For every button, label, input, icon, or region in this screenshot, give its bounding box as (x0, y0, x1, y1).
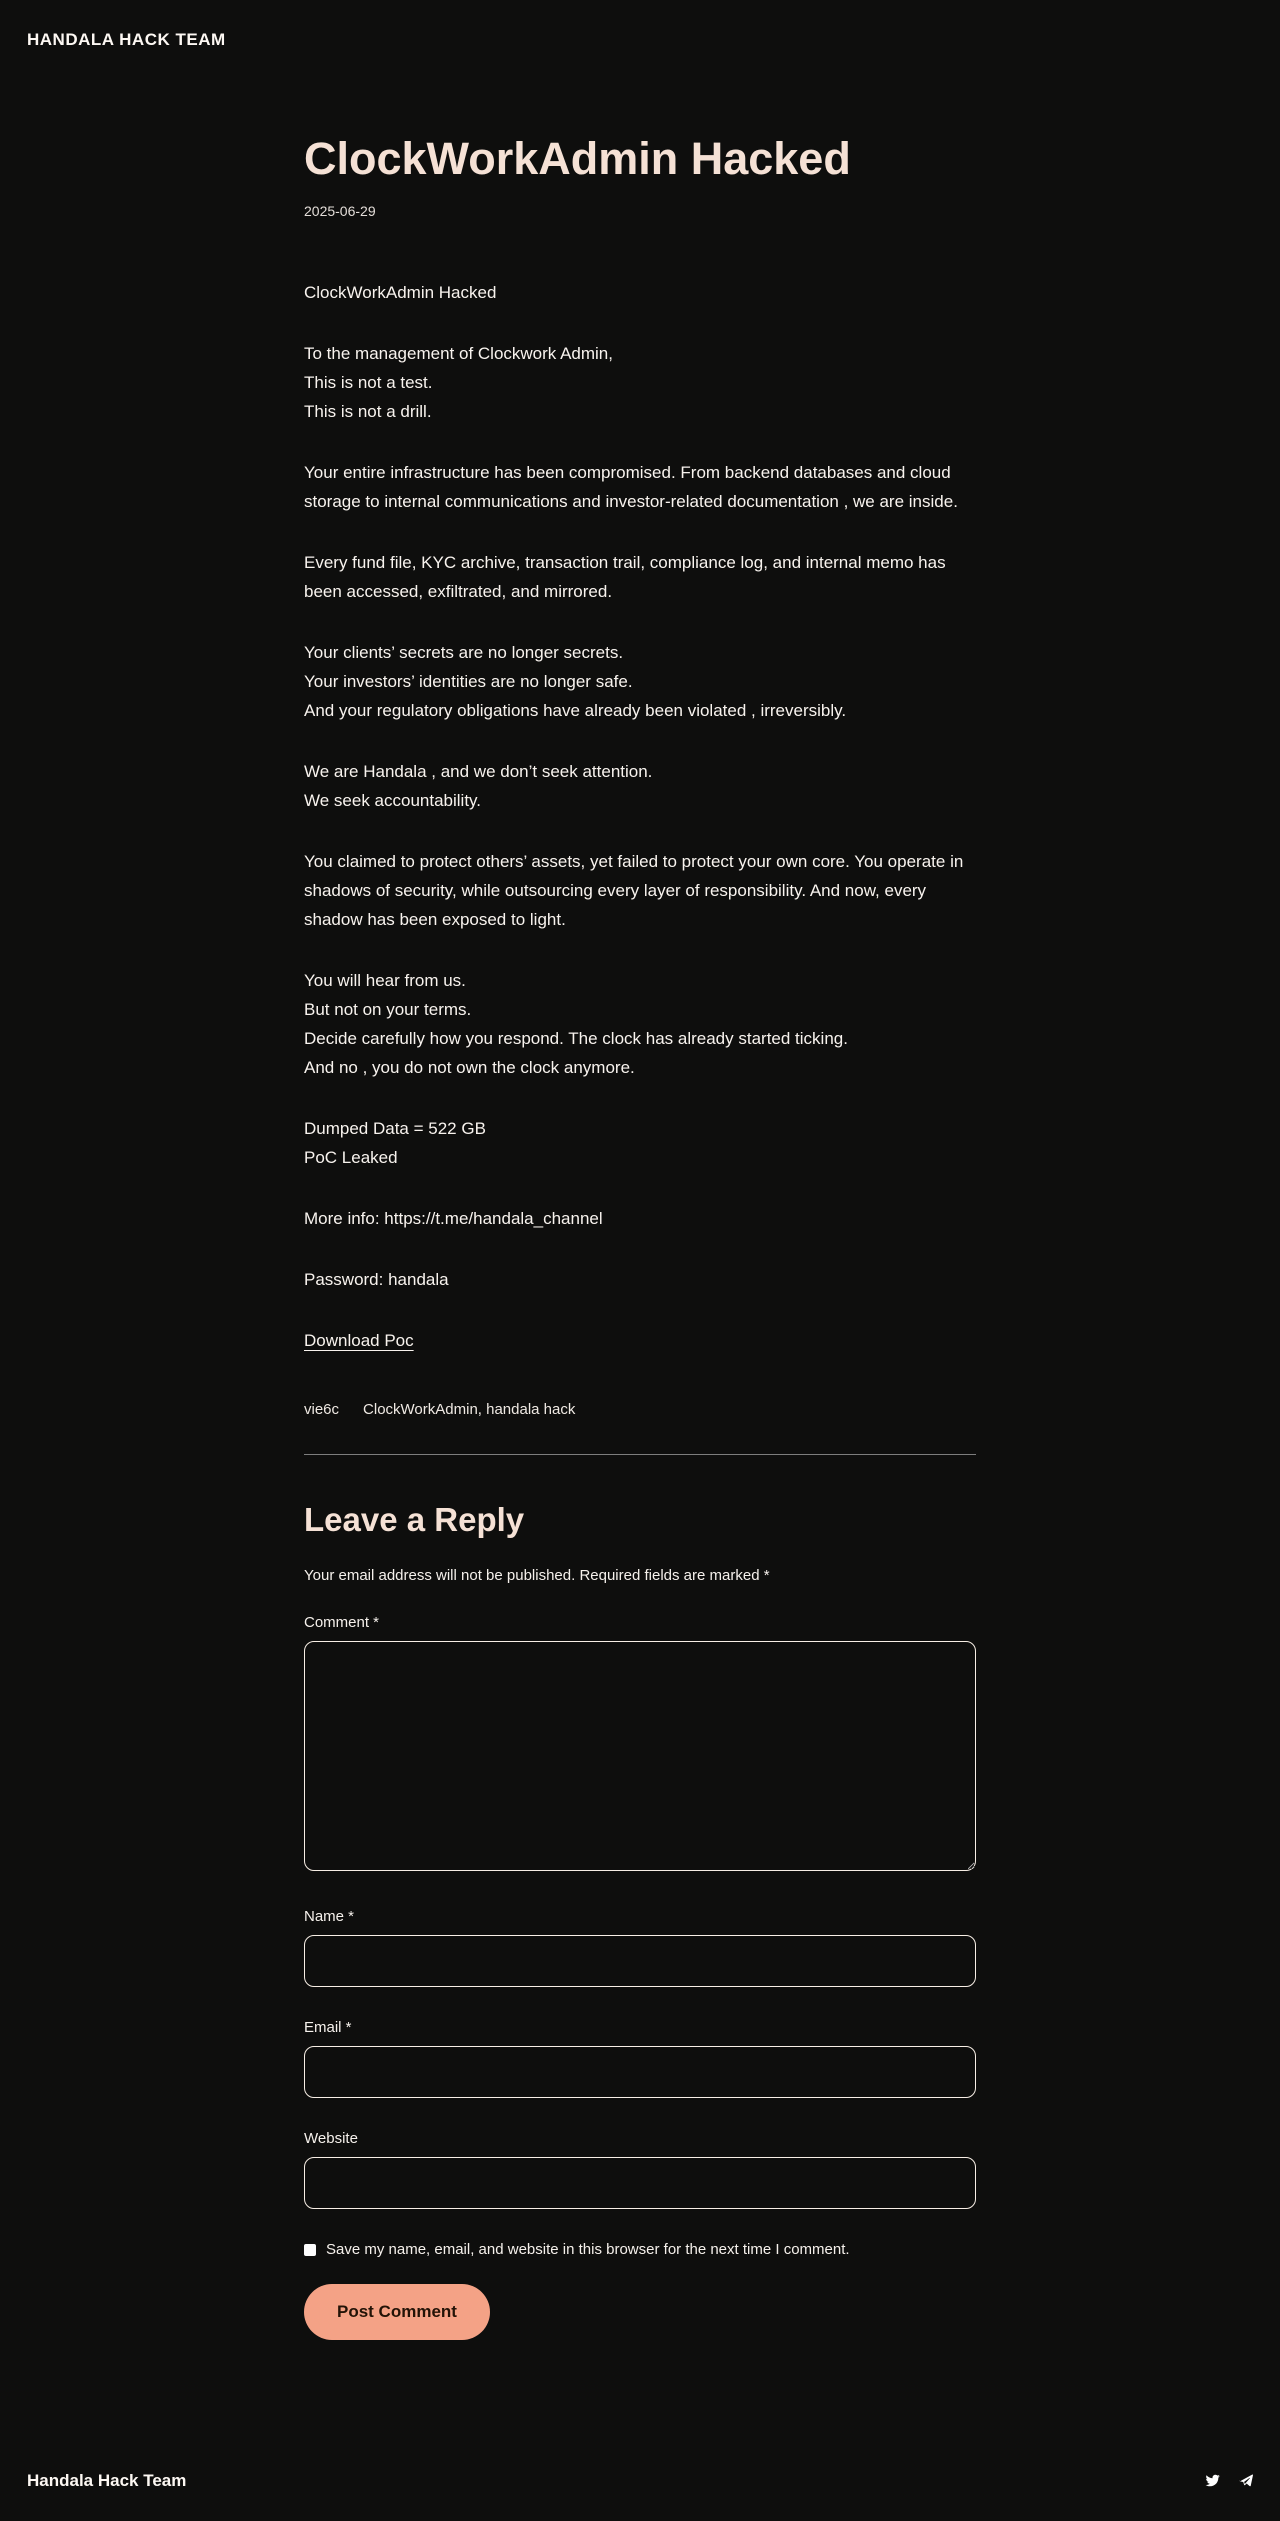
website-input[interactable] (304, 2157, 976, 2209)
name-field-group (304, 1906, 976, 1987)
footer-site-title: Handala Hack Team (27, 2470, 187, 2490)
post-paragraph: Your entire infrastructure has been compromised. From backend databases and cloud storage to internal communications and investor-related documentation , we are inside. (304, 463, 958, 511)
main-content (304, 50, 976, 2340)
email-field-group (304, 2017, 976, 2098)
telegram-icon[interactable] (1239, 2474, 1253, 2487)
post-category-link[interactable]: vie6c (304, 1401, 340, 1418)
post-paragraph: ClockWorkAdmin Hacked (304, 283, 497, 302)
save-info-label: Save my name, email, and website in this browser for the next time I comment. (326, 2241, 850, 2258)
post-content (304, 278, 976, 1294)
name-input[interactable] (304, 1935, 976, 1987)
site-footer (0, 2440, 1280, 2521)
email-input[interactable] (304, 2046, 976, 2098)
post-article (304, 132, 976, 1422)
comment-textarea[interactable] (304, 1641, 976, 1871)
post-tags-link[interactable]: ClockWorkAdmin, handala hack (363, 1401, 576, 1418)
twitter-icon[interactable] (1205, 2474, 1220, 2487)
comments-section (304, 1498, 976, 2340)
comment-field-group (304, 1612, 976, 1876)
post-paragraph: You claimed to protect others’ assets, yet failed to protect your own core. You operate in shadows of security, while outsourcing every layer of responsibility. And now, every shadow has been exposed to light. (304, 852, 964, 929)
site-header (0, 0, 1280, 50)
email-label: Email * (304, 2019, 352, 2036)
post-paragraph: Every fund file, KYC archive, transaction trail, compliance log, and internal memo has been accessed, exfiltrated, and mirrored. (304, 553, 946, 601)
post-paragraph: To the management of Clockwork Admin, This is not a test. This is not a drill. (304, 344, 613, 421)
leave-a-reply-heading: Leave a Reply (304, 1501, 525, 1538)
save-info-row (304, 2238, 976, 2262)
download-row (304, 1326, 976, 1355)
name-label: Name * (304, 1908, 355, 1925)
post-date: 2025-06-29 (304, 203, 376, 219)
post-paragraph: More info: https://t.me/handala_channel (304, 1209, 603, 1228)
website-field-group (304, 2128, 976, 2209)
website-label: Website (304, 2130, 358, 2147)
post-meta (304, 1398, 976, 1422)
post-comment-button[interactable]: Post Comment (304, 2284, 490, 2340)
section-divider (304, 1454, 976, 1455)
comment-form (304, 1612, 976, 2340)
post-paragraph: We are Handala , and we don’t seek attention. We seek accountability. (304, 762, 653, 810)
post-paragraph: Dumped Data = 522 GB PoC Leaked (304, 1119, 486, 1167)
footer-social-icons (1205, 2474, 1253, 2487)
download-poc-link[interactable]: Download Poc (304, 1331, 414, 1350)
post-paragraph: Your clients’ secrets are no longer secrets. Your investors’ identities are no longer safe. And your regulatory obligations have already been violated , irreversibly. (304, 643, 847, 720)
comment-label: Comment * (304, 1614, 380, 1631)
reply-note: Your email address will not be published. Required fields are marked * (304, 1567, 770, 1584)
save-info-checkbox[interactable] (304, 2244, 316, 2256)
post-title: ClockWorkAdmin Hacked (304, 133, 851, 184)
site-title-link[interactable]: HANDALA HACK TEAM (27, 30, 226, 49)
post-paragraph: You will hear from us. But not on your terms. Decide carefully how you respond. The clock has already started ticking. And no , you do not own the clock anymore. (304, 971, 848, 1077)
post-paragraph: Password: handala (304, 1270, 449, 1289)
